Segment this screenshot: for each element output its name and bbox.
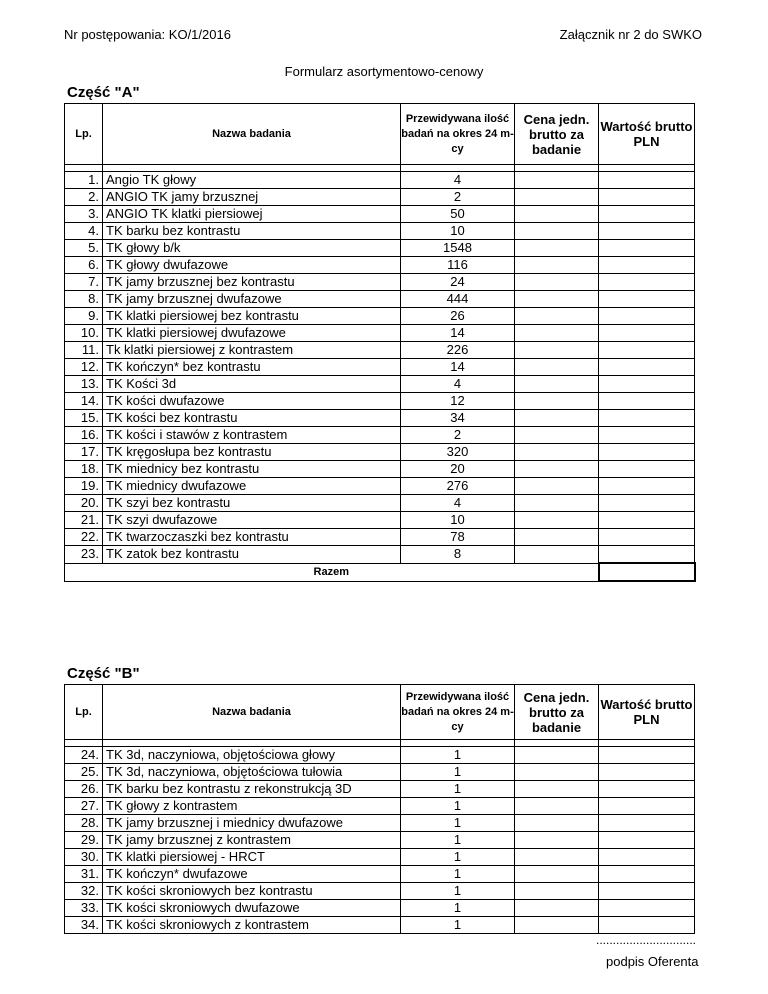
- exam-quantity: 14: [401, 359, 515, 376]
- row-number: 2.: [65, 189, 103, 206]
- exam-name: Angio TK głowy: [103, 172, 401, 189]
- total-value-input[interactable]: [599, 410, 695, 427]
- unit-price-input[interactable]: [515, 917, 599, 934]
- unit-price-input[interactable]: [515, 747, 599, 764]
- total-value-input[interactable]: [599, 325, 695, 342]
- exam-name: TK zatok bez kontrastu: [103, 546, 401, 564]
- unit-price-input[interactable]: [515, 206, 599, 223]
- exam-name: TK jamy brzusznej bez kontrastu: [103, 274, 401, 291]
- exam-quantity: 12: [401, 393, 515, 410]
- signature-line: ..............................: [596, 933, 697, 947]
- col-name-header: Nazwa badania: [103, 685, 401, 740]
- row-number: 8.: [65, 291, 103, 308]
- total-value-input[interactable]: [599, 529, 695, 546]
- row-number: 15.: [65, 410, 103, 427]
- table-row: [65, 240, 695, 257]
- exam-quantity: 1: [401, 815, 515, 832]
- row-number: 32.: [65, 883, 103, 900]
- exam-name: TK miednicy dwufazowe: [103, 478, 401, 495]
- exam-quantity: 444: [401, 291, 515, 308]
- row-number: 6.: [65, 257, 103, 274]
- exam-quantity: 226: [401, 342, 515, 359]
- total-value-input[interactable]: [599, 815, 695, 832]
- total-value-input[interactable]: [599, 189, 695, 206]
- unit-price-input[interactable]: [515, 495, 599, 512]
- exam-quantity: 1: [401, 900, 515, 917]
- table-row: [65, 172, 695, 189]
- exam-name: TK twarzoczaszki bez kontrastu: [103, 529, 401, 546]
- case-number: Nr postępowania: KO/1/2016: [64, 27, 231, 42]
- exam-name: ANGIO TK jamy brzusznej: [103, 189, 401, 206]
- part-a-title: Część "A": [67, 84, 140, 101]
- part-a-total-row: [65, 563, 695, 581]
- exam-quantity: 26: [401, 308, 515, 325]
- unit-price-input[interactable]: [515, 342, 599, 359]
- row-number: 13.: [65, 376, 103, 393]
- row-number: 16.: [65, 427, 103, 444]
- attachment-label: Załącznik nr 2 do SWKO: [559, 27, 702, 42]
- row-number: 12.: [65, 359, 103, 376]
- total-value-input[interactable]: [599, 546, 695, 564]
- table-row: [65, 832, 695, 849]
- exam-quantity: 14: [401, 325, 515, 342]
- exam-quantity: 4: [401, 172, 515, 189]
- table-row: [65, 376, 695, 393]
- row-number: 20.: [65, 495, 103, 512]
- unit-price-input[interactable]: [515, 798, 599, 815]
- table-row: [65, 410, 695, 427]
- unit-price-input[interactable]: [515, 325, 599, 342]
- exam-quantity: 276: [401, 478, 515, 495]
- col-price-header: Cena jedn. brutto za badanie: [515, 104, 599, 165]
- exam-quantity: 78: [401, 529, 515, 546]
- total-value-input[interactable]: [599, 563, 695, 581]
- col-qty-header: Przewidywana ilość badań na okres 24 m-cy: [401, 685, 515, 740]
- col-lp-header: Lp.: [65, 685, 103, 740]
- col-value-header: Wartość brutto PLN: [599, 104, 695, 165]
- total-value-input[interactable]: [599, 291, 695, 308]
- exam-name: Tk klatki piersiowej z kontrastem: [103, 342, 401, 359]
- exam-quantity: 1: [401, 917, 515, 934]
- total-value-input[interactable]: [599, 461, 695, 478]
- table-row: [65, 866, 695, 883]
- exam-quantity: 1: [401, 781, 515, 798]
- unit-price-input[interactable]: [515, 189, 599, 206]
- exam-name: TK kończyn* bez kontrastu: [103, 359, 401, 376]
- exam-quantity: 320: [401, 444, 515, 461]
- total-value-input[interactable]: [599, 257, 695, 274]
- unit-price-input[interactable]: [515, 291, 599, 308]
- table-row: [65, 900, 695, 917]
- table-row: [65, 495, 695, 512]
- exam-name: TK 3d, naczyniowa, objętościowa głowy: [103, 747, 401, 764]
- table-row: [65, 291, 695, 308]
- table-row: [65, 849, 695, 866]
- row-number: 29.: [65, 832, 103, 849]
- part-b-header-row: [65, 685, 695, 740]
- total-value-input[interactable]: [599, 512, 695, 529]
- total-value-input[interactable]: [599, 308, 695, 325]
- col-qty-header: Przewidywana ilość badań na okres 24 m-cy: [401, 104, 515, 165]
- part-a-header-row: [65, 104, 695, 165]
- total-value-input[interactable]: [599, 495, 695, 512]
- row-number: 9.: [65, 308, 103, 325]
- table-row: [65, 512, 695, 529]
- exam-quantity: 1: [401, 764, 515, 781]
- row-number: 31.: [65, 866, 103, 883]
- row-number: 27.: [65, 798, 103, 815]
- unit-price-input[interactable]: [515, 815, 599, 832]
- table-row: [65, 359, 695, 376]
- total-value-input[interactable]: [599, 747, 695, 764]
- unit-price-input[interactable]: [515, 444, 599, 461]
- unit-price-input[interactable]: [515, 529, 599, 546]
- total-label: Razem: [65, 563, 599, 581]
- table-row: [65, 781, 695, 798]
- exam-name: TK głowy b/k: [103, 240, 401, 257]
- unit-price-input[interactable]: [515, 900, 599, 917]
- unit-price-input[interactable]: [515, 832, 599, 849]
- exam-quantity: 2: [401, 427, 515, 444]
- total-value-input[interactable]: [599, 240, 695, 257]
- exam-quantity: 1: [401, 866, 515, 883]
- exam-name: TK klatki piersiowej dwufazowe: [103, 325, 401, 342]
- exam-quantity: 4: [401, 495, 515, 512]
- exam-quantity: 1: [401, 747, 515, 764]
- table-row: [65, 764, 695, 781]
- total-value-input[interactable]: [599, 376, 695, 393]
- row-number: 34.: [65, 917, 103, 934]
- total-value-input[interactable]: [599, 393, 695, 410]
- exam-name: TK kości skroniowych bez kontrastu: [103, 883, 401, 900]
- table-row: [65, 189, 695, 206]
- unit-price-input[interactable]: [515, 393, 599, 410]
- header-spacer-row: [65, 740, 695, 747]
- table-row: [65, 342, 695, 359]
- unit-price-input[interactable]: [515, 546, 599, 564]
- exam-name: TK kości dwufazowe: [103, 393, 401, 410]
- total-value-input[interactable]: [599, 764, 695, 781]
- exam-quantity: 50: [401, 206, 515, 223]
- exam-name: TK barku bez kontrastu z rekonstrukcją 3D: [103, 781, 401, 798]
- exam-name: TK klatki piersiowej bez kontrastu: [103, 308, 401, 325]
- exam-name: TK miednicy bez kontrastu: [103, 461, 401, 478]
- total-value-input[interactable]: [599, 781, 695, 798]
- unit-price-input[interactable]: [515, 308, 599, 325]
- total-value-input[interactable]: [599, 866, 695, 883]
- exam-name: TK głowy dwufazowe: [103, 257, 401, 274]
- total-value-input[interactable]: [599, 172, 695, 189]
- exam-quantity: 2: [401, 189, 515, 206]
- form-title: Formularz asortymentowo-cenowy: [284, 64, 484, 79]
- exam-quantity: 1: [401, 798, 515, 815]
- row-number: 17.: [65, 444, 103, 461]
- exam-name: TK kończyn* dwufazowe: [103, 866, 401, 883]
- total-value-input[interactable]: [599, 798, 695, 815]
- total-value-input[interactable]: [599, 832, 695, 849]
- row-number: 19.: [65, 478, 103, 495]
- exam-quantity: 10: [401, 223, 515, 240]
- exam-quantity: 34: [401, 410, 515, 427]
- row-number: 26.: [65, 781, 103, 798]
- exam-name: TK jamy brzusznej z kontrastem: [103, 832, 401, 849]
- exam-quantity: 1: [401, 849, 515, 866]
- exam-name: TK kości skroniowych dwufazowe: [103, 900, 401, 917]
- total-value-input[interactable]: [599, 849, 695, 866]
- exam-quantity: 10: [401, 512, 515, 529]
- unit-price-input[interactable]: [515, 764, 599, 781]
- exam-name: TK kości i stawów z kontrastem: [103, 427, 401, 444]
- exam-name: TK Kości 3d: [103, 376, 401, 393]
- unit-price-input[interactable]: [515, 849, 599, 866]
- exam-name: TK szyi dwufazowe: [103, 512, 401, 529]
- row-number: 28.: [65, 815, 103, 832]
- exam-name: TK 3d, naczyniowa, objętościowa tułowia: [103, 764, 401, 781]
- table-row: [65, 325, 695, 342]
- total-value-input[interactable]: [599, 206, 695, 223]
- exam-quantity: 1548: [401, 240, 515, 257]
- row-number: 10.: [65, 325, 103, 342]
- unit-price-input[interactable]: [515, 223, 599, 240]
- exam-quantity: 20: [401, 461, 515, 478]
- total-value-input[interactable]: [599, 900, 695, 917]
- table-row: [65, 478, 695, 495]
- part-b-title: Część "B": [67, 665, 140, 682]
- unit-price-input[interactable]: [515, 257, 599, 274]
- exam-quantity: 116: [401, 257, 515, 274]
- exam-name: TK kręgosłupa bez kontrastu: [103, 444, 401, 461]
- unit-price-input[interactable]: [515, 359, 599, 376]
- exam-name: TK jamy brzusznej dwufazowe: [103, 291, 401, 308]
- unit-price-input[interactable]: [515, 781, 599, 798]
- row-number: 18.: [65, 461, 103, 478]
- total-value-input[interactable]: [599, 223, 695, 240]
- unit-price-input[interactable]: [515, 274, 599, 291]
- row-number: 33.: [65, 900, 103, 917]
- table-row: [65, 257, 695, 274]
- table-row: [65, 461, 695, 478]
- row-number: 25.: [65, 764, 103, 781]
- unit-price-input[interactable]: [515, 240, 599, 257]
- row-number: 5.: [65, 240, 103, 257]
- unit-price-input[interactable]: [515, 478, 599, 495]
- unit-price-input[interactable]: [515, 410, 599, 427]
- table-row: [65, 747, 695, 764]
- exam-name: ANGIO TK klatki piersiowej: [103, 206, 401, 223]
- unit-price-input[interactable]: [515, 866, 599, 883]
- table-row: [65, 444, 695, 461]
- unit-price-input[interactable]: [515, 461, 599, 478]
- signature-label: podpis Oferenta: [606, 954, 699, 969]
- exam-quantity: 8: [401, 546, 515, 564]
- exam-quantity: 24: [401, 274, 515, 291]
- unit-price-input[interactable]: [515, 512, 599, 529]
- table-row: [65, 308, 695, 325]
- table-row: [65, 427, 695, 444]
- col-lp-header: Lp.: [65, 104, 103, 165]
- total-value-input[interactable]: [599, 359, 695, 376]
- exam-name: TK kości skroniowych z kontrastem: [103, 917, 401, 934]
- table-row: [65, 883, 695, 900]
- total-value-input[interactable]: [599, 917, 695, 934]
- total-value-input[interactable]: [599, 342, 695, 359]
- exam-name: TK klatki piersiowej - HRCT: [103, 849, 401, 866]
- row-number: 7.: [65, 274, 103, 291]
- row-number: 3.: [65, 206, 103, 223]
- table-row: [65, 223, 695, 240]
- col-price-header: Cena jedn. brutto za badanie: [515, 685, 599, 740]
- table-row: [65, 529, 695, 546]
- unit-price-input[interactable]: [515, 376, 599, 393]
- unit-price-input[interactable]: [515, 172, 599, 189]
- table-row: [65, 815, 695, 832]
- exam-name: TK jamy brzusznej i miednicy dwufazowe: [103, 815, 401, 832]
- row-number: 24.: [65, 747, 103, 764]
- row-number: 1.: [65, 172, 103, 189]
- total-value-input[interactable]: [599, 274, 695, 291]
- part-a-table: [64, 103, 696, 582]
- total-value-input[interactable]: [599, 427, 695, 444]
- exam-name: TK głowy z kontrastem: [103, 798, 401, 815]
- total-value-input[interactable]: [599, 883, 695, 900]
- exam-name: TK szyi bez kontrastu: [103, 495, 401, 512]
- unit-price-input[interactable]: [515, 883, 599, 900]
- row-number: 30.: [65, 849, 103, 866]
- table-row: [65, 798, 695, 815]
- exam-quantity: 4: [401, 376, 515, 393]
- col-value-header: Wartość brutto PLN: [599, 685, 695, 740]
- row-number: 22.: [65, 529, 103, 546]
- table-row: [65, 546, 695, 564]
- exam-name: TK kości bez kontrastu: [103, 410, 401, 427]
- exam-name: TK barku bez kontrastu: [103, 223, 401, 240]
- row-number: 4.: [65, 223, 103, 240]
- table-row: [65, 393, 695, 410]
- row-number: 11.: [65, 342, 103, 359]
- total-value-input[interactable]: [599, 444, 695, 461]
- total-value-input[interactable]: [599, 478, 695, 495]
- col-name-header: Nazwa badania: [103, 104, 401, 165]
- table-row: [65, 917, 695, 934]
- exam-quantity: 1: [401, 883, 515, 900]
- exam-quantity: 1: [401, 832, 515, 849]
- table-row: [65, 274, 695, 291]
- table-row: [65, 206, 695, 223]
- unit-price-input[interactable]: [515, 427, 599, 444]
- row-number: 21.: [65, 512, 103, 529]
- row-number: 14.: [65, 393, 103, 410]
- part-b-table: [64, 684, 695, 934]
- header-spacer-row: [65, 165, 695, 172]
- row-number: 23.: [65, 546, 103, 564]
